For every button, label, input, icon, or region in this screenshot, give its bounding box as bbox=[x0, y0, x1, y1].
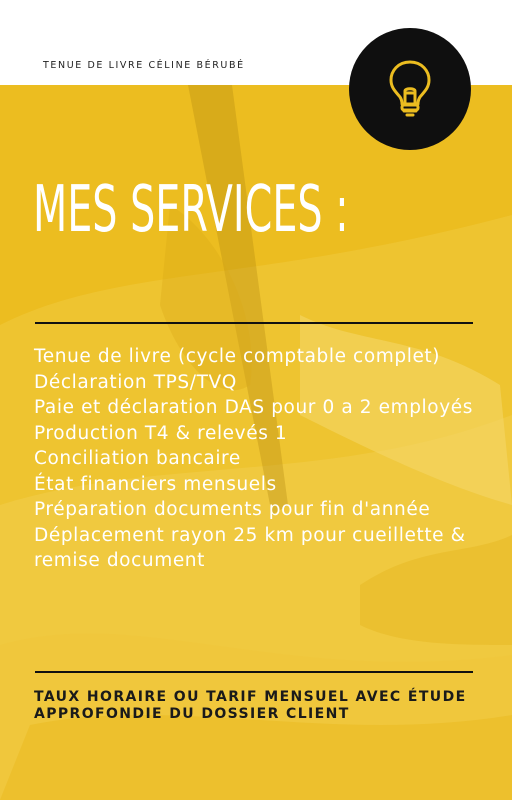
list-item: Tenue de livre (cycle comptable complet) bbox=[34, 346, 441, 367]
services-list bbox=[34, 344, 474, 574]
list-item: Déplacement rayon 25 km pour cueillette & remise document bbox=[34, 524, 466, 571]
list-item: Préparation documents pour fin d'année bbox=[34, 499, 431, 520]
page-title: MES SERVICES : bbox=[33, 173, 349, 247]
brand-name: TENUE DE LIVRE CÉLINE BÉRUBÉ bbox=[43, 60, 245, 71]
list-item: État financiers mensuels bbox=[34, 473, 277, 495]
bottom-divider bbox=[35, 671, 473, 673]
list-item: Paie et déclaration DAS pour 0 a 2 employés bbox=[34, 397, 473, 418]
list-item: Production T4 & relevés 1 bbox=[34, 422, 288, 444]
list-item: Déclaration TPS/TVQ bbox=[34, 371, 237, 393]
top-divider bbox=[35, 322, 473, 324]
lightbulb-icon bbox=[385, 58, 435, 118]
rate-note: TAUX HORAIRE OU TARIF MENSUEL AVEC ÉTUDE APPROFONDIE DU DOSSIER CLIENT bbox=[34, 689, 467, 722]
list-item: Conciliation bancaire bbox=[34, 448, 241, 469]
lightbulb-badge bbox=[349, 28, 471, 150]
